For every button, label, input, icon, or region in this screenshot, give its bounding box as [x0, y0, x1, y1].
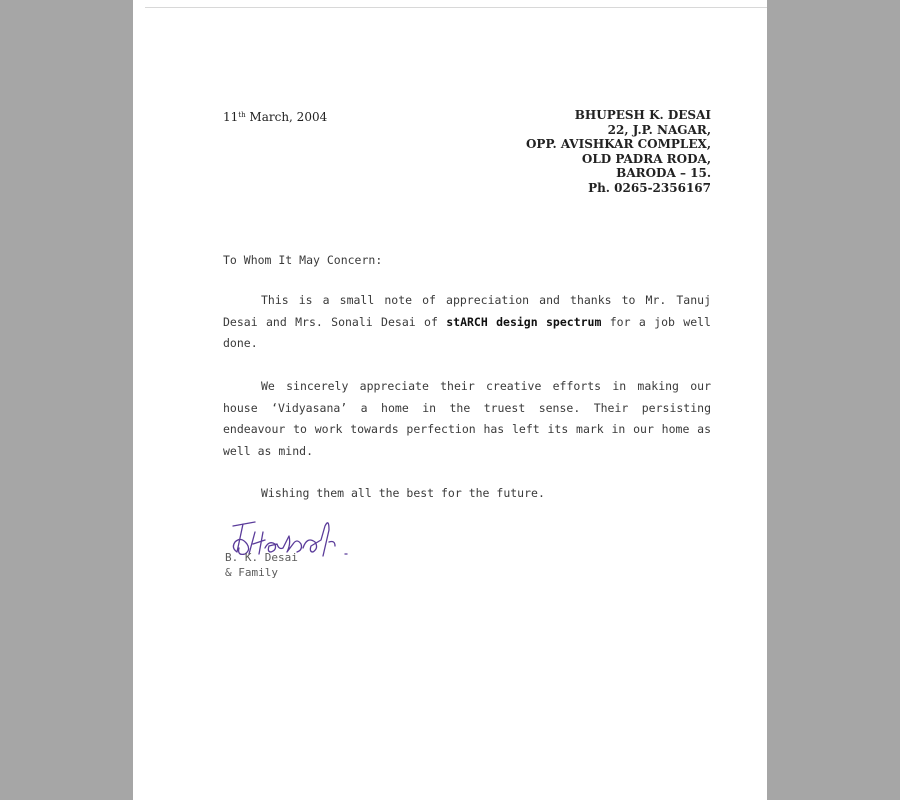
salutation: To Whom It May Concern:: [223, 253, 383, 267]
sender-phone: Ph. 0265-2356167: [588, 180, 711, 195]
date-month-year: March, 2004: [245, 110, 328, 124]
paragraph-appreciation: [223, 290, 711, 355]
paragraph-wishes: Wishing them all the best for the future.: [261, 486, 545, 500]
page-top-edge: [145, 7, 767, 8]
letter-date: [223, 110, 327, 124]
address-line: OLD PADRA RODA,: [581, 151, 711, 166]
date-day: 11: [223, 110, 239, 124]
date-suffix: th: [238, 111, 246, 119]
address-line: 22, J.P. NAGAR,: [607, 122, 711, 137]
signer-block: [225, 550, 298, 580]
paragraph-creative-efforts: We sincerely appreciate their creative efforts in making our house ‘Vidyasana’ a home in the truest sense. Their persisting endeavour to work towards perfection has left its mark in our home as well as mind.: [223, 379, 711, 458]
address-line: BARODA – 15.: [616, 166, 711, 180]
sender-address-block: [526, 108, 711, 195]
address-line: OPP. AVISHKAR COMPLEX,: [525, 137, 711, 151]
signer-name: B. K. Desai: [225, 551, 298, 564]
company-name: stARCH design spectrum: [446, 314, 602, 329]
signer-family: & Family: [225, 566, 278, 579]
letter-page: [133, 0, 767, 800]
sender-name: BHUPESH K. DESAI: [574, 108, 711, 122]
paragraph1-text-start: This is a small note of appreciation and thanks to Mr. Tanuj Desai and Mrs. Sonali Desai of: [223, 293, 711, 329]
paragraph1-text-end: for a job well done.: [223, 314, 711, 350]
